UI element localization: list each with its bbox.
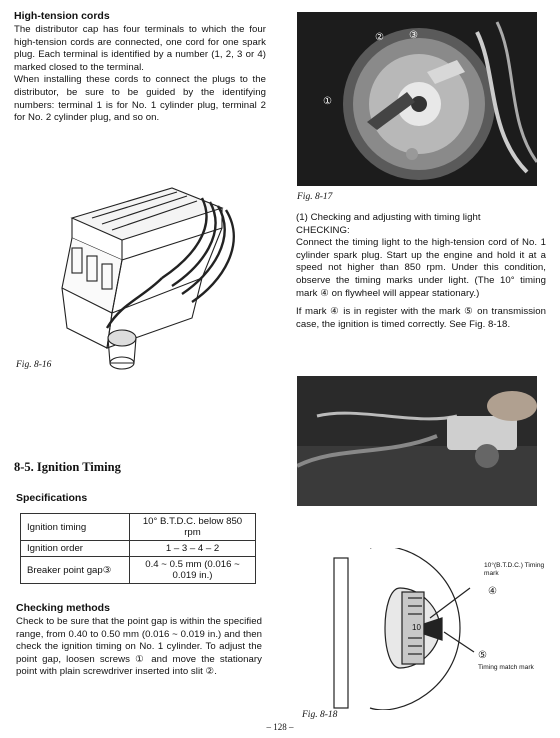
table-row — [21, 557, 256, 584]
timing-light-photo — [297, 376, 537, 506]
spec-value: 0.4 ~ 0.5 mm (0.016 ~ 0.019 in.) — [130, 557, 256, 584]
timing-match-label: Timing match mark — [478, 664, 534, 671]
table-row — [21, 541, 256, 557]
right-text-block — [296, 212, 546, 331]
specifications-table — [20, 513, 256, 584]
specifications-heading: Specifications — [16, 492, 88, 504]
mark-5: ⑤ — [478, 650, 487, 661]
checking-heading: CHECKING: — [296, 224, 350, 236]
diagram-scale-10: 10 — [412, 623, 421, 632]
spec-label: Ignition timing — [21, 514, 130, 541]
hightension-heading: High-tension cords — [14, 10, 110, 22]
fig-8-17-label: Fig. 8-17 — [297, 192, 333, 202]
spec-value: 1 – 3 – 4 – 2 — [130, 541, 256, 557]
checking-methods-heading: Checking methods — [16, 602, 110, 614]
callout-2: ② — [375, 32, 384, 43]
timing-mark-label: 10°(B.T.D.C.) Timing mark — [484, 562, 545, 577]
spec-value: 10° B.T.D.C. below 850 rpm — [130, 514, 256, 541]
fig-8-16-label: Fig. 8-16 — [16, 360, 52, 370]
checking-methods-text: Check to be sure that the point gap is within the specified range, from 0.40 to 0.50 mm (0.016 ~ 0.019 in.) and then check the ignition timing on No. 1 cylinder. To adjust the point gap, loosen screws ① and move the stationary point with plain screwdriver inserted into slit ②. — [16, 616, 262, 678]
mark-4: ④ — [488, 586, 497, 597]
timing-light-photo-graphic — [297, 376, 537, 506]
callout-3: ③ — [409, 30, 418, 41]
spec-label: Ignition order — [21, 541, 130, 557]
checking-methods-block — [16, 602, 262, 679]
checking-intro: (1) Checking and adjusting with timing light — [296, 212, 481, 223]
checking-text2: If mark ④ is in register with the mark ⑤ on transmission case, the ignition is timed correctly. See Fig. 8-18. — [296, 306, 546, 330]
fig-8-18-label: Fig. 8-18 — [302, 710, 338, 720]
hightension-para1: The distributor cap has four terminals to which the four high-tension cords are connected, one cord for one spark plug. Each terminal is identified by a number (1, 2, 3 or 4) marked closed to the terminal. — [14, 24, 266, 73]
hightension-para2: When installing these cords to connect the plugs to the distributor, be sure to be guided by the identifying numbers: terminal 1 is for No. 1 cylinder plug, terminal 2 for No. 2 cylinder plug, and so on. — [14, 74, 266, 124]
table-row — [21, 514, 256, 541]
callout-1: ① — [323, 96, 332, 107]
section-title: 8-5. Ignition Timing — [14, 460, 121, 474]
page-number: – 128 – — [266, 722, 294, 732]
engine-illustration — [52, 178, 252, 378]
spec-label: Breaker point gap③ — [21, 557, 130, 584]
checking-text: Connect the timing light to the high-tension cord of No. 1 cylinder spark plug. Start up the engine and hold it at a speed not higher than 850 rpm. Under this condition, observe the timing marks under light. (The 10° timing mark ④ on flywheel will appear stationary.) — [296, 237, 546, 299]
left-column — [14, 10, 266, 125]
distributor-photo — [297, 12, 537, 186]
